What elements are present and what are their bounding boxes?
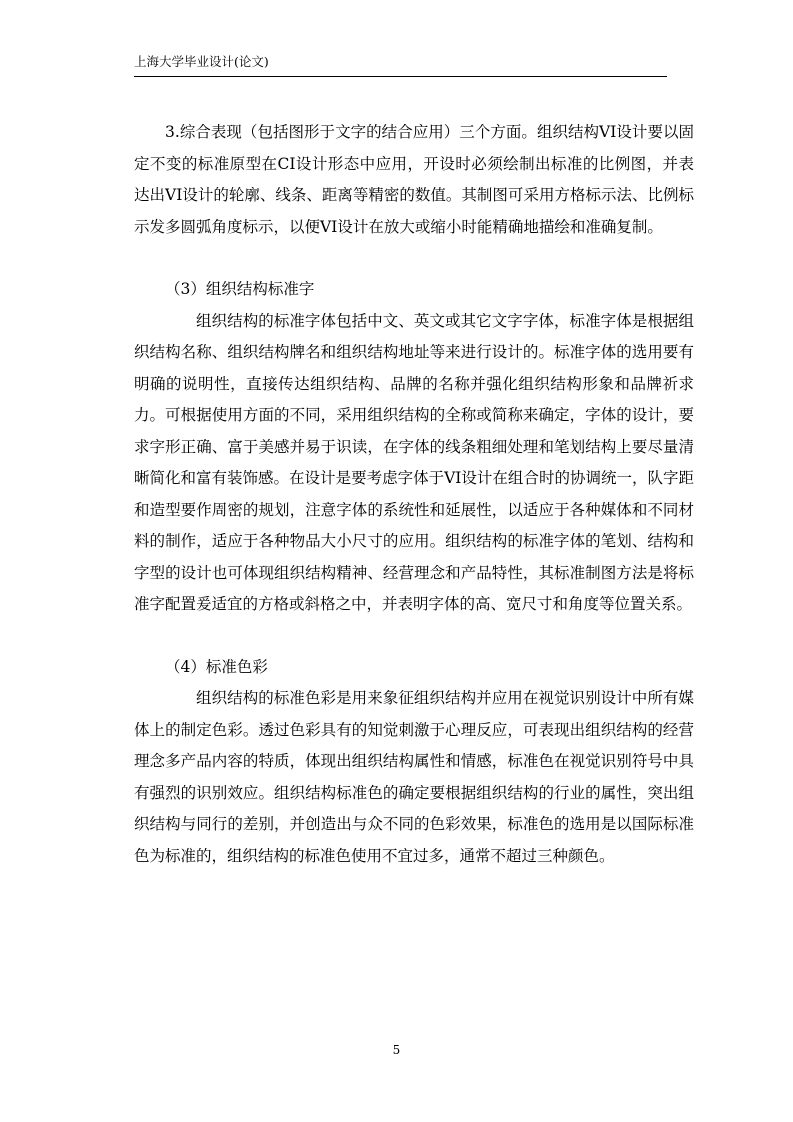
paragraph-gap [134,243,694,274]
section-heading-standard-color: （4）标准色彩 [165,657,268,676]
paragraph-gap [134,621,694,652]
document-body [134,117,694,872]
paragraph-standard-color: 组织结构的标准色彩是用来象征组织结构并应用在视觉识别设计中所有媒体上的制定色彩。透过色彩具有的知觉刺激于心理反应，可表现出组织结构的经营理念多产品内容的特质，体现出组织结构属性和情感，标准色在视觉识别符号中具有强烈的识别效应。组织结构标准色的确定要根据组织结构的行业的属性，突出组织结构与同行的差别，并创造出与众不同的色彩效果，标准色的选用是以国际标准色为标准的，组织结构的标准色使用不宜过多，通常不超过三种颜色。 [134,689,694,865]
section-heading-standard-font: （3）组织结构标准字 [165,280,315,298]
paragraph-standard-font: 组织结构的标准字体包括中文、英文或其它文字字体，标准字体是根据组织结构名称、组织结构牌名和组织结构地址等来进行设计的。标准字体的选用要有明确的说明性，直接传达组织结构、品牌的名称并强化组织结构形象和品牌祈求力。可根据使用方面的不同，采用组织结构的全称或简称来确定，字体的设计，要求字形正确、富于美感并易于识读，在字体的线条粗细处理和笔划结构上要尽量清晰简化和富有装饰感。在设计是要考虑字体于VI设计在组合时的协调统一，队字距和造型要作周密的规划，注意字体的系统性和延展性，以适应于各种媒体和不同材料的制作，适应于各种物品大小尺寸的应用。组织结构的标准字体的笔划、结构和字型的设计也可体现组织结构精神、经营理念和产品特性，其标准制图方法是将标准字配置爰适宜的方格或斜格之中，并表明字体的高、宽尺寸和角度等位置关系。 [134,311,694,613]
page-number: 5 [392,1043,401,1057]
page-header [134,52,667,77]
paragraph-composite-expression: 3.综合表现（包括图形于文字的结合应用）三个方面。组织结构VI设计要以固定不变的标准原型在CI设计形态中应用，开设时必须绘制出标准的比例图，并表达出VI设计的轮廓、线条、距离等精密的数值。其制图可采用方格标示法、比例标示发多圆弧角度标示，以便VI设计在放大或缩小时能精确地描绘和准确复制。 [134,123,694,236]
header-title: 上海大学毕业设计(论文) [134,54,269,69]
